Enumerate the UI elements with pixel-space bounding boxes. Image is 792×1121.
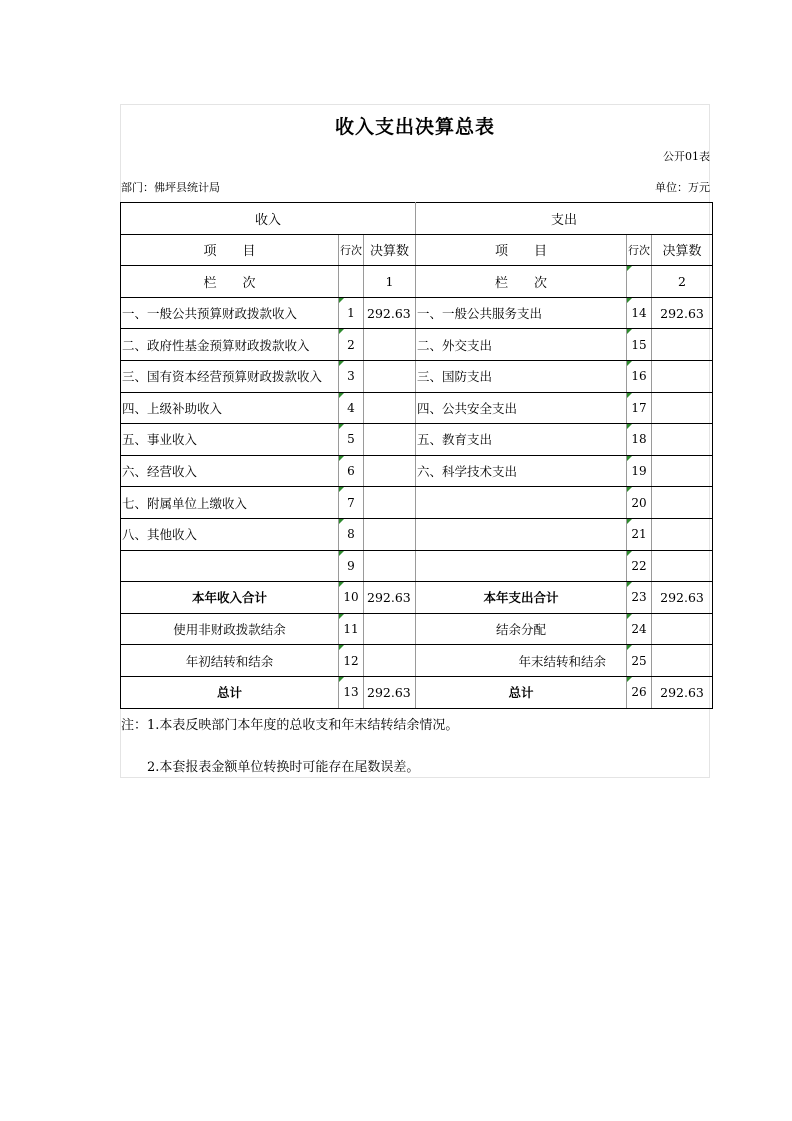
income-line: 4 <box>339 392 364 424</box>
year-income-total-amount: 292.63 <box>364 582 416 614</box>
expense-item: 四、公共安全支出 <box>416 392 627 424</box>
expense-item <box>416 487 627 519</box>
grand-income-label: 总计 <box>121 676 339 708</box>
income-item: 六、经营收入 <box>121 455 339 487</box>
expense-item: 二、外交支出 <box>416 329 627 361</box>
income-amount <box>364 518 416 550</box>
nonfiscal-line: 11 <box>339 613 364 645</box>
distribution-label: 结余分配 <box>416 613 627 645</box>
table-row <box>121 550 713 582</box>
expense-line: 18 <box>627 424 652 456</box>
expense-item-header: 项 目 <box>416 234 627 266</box>
expense-line: 14 <box>627 297 652 329</box>
grand-expense-label: 总计 <box>416 676 627 708</box>
income-item: 三、国有资本经营预算财政拨款收入 <box>121 360 339 392</box>
income-amount <box>364 455 416 487</box>
expense-item: 一、一般公共服务支出 <box>416 297 627 329</box>
income-item-header: 项 目 <box>121 234 339 266</box>
end-balance-label: 年末结转和结余 <box>416 645 627 677</box>
year-expense-total-amount: 292.63 <box>652 582 713 614</box>
table-row <box>121 424 713 456</box>
end-balance-line: 25 <box>627 645 652 677</box>
form-number: 公开01表 <box>663 150 710 163</box>
income-column-number: 1 <box>364 266 416 298</box>
department-label: 部门：佛坪县统计局 <box>121 181 220 194</box>
expense-line: 17 <box>627 392 652 424</box>
report-title: 收入支出决算总表 <box>334 116 495 138</box>
expense-item: 五、教育支出 <box>416 424 627 456</box>
table-row <box>121 487 713 519</box>
year-expense-total-label: 本年支出合计 <box>416 582 627 614</box>
expense-amount: 292.63 <box>652 297 713 329</box>
table-row <box>121 297 713 329</box>
table-row <box>121 518 713 550</box>
expense-line-header: 行次 <box>627 234 652 266</box>
expense-column-label: 栏 次 <box>416 266 627 298</box>
expense-amount-header: 决算数 <box>652 234 713 266</box>
expense-column-number: 2 <box>652 266 713 298</box>
expense-amount <box>652 487 713 519</box>
expense-line: 16 <box>627 360 652 392</box>
begin-balance-amount <box>364 645 416 677</box>
grand-expense-amount: 292.63 <box>652 676 713 708</box>
year-income-total-line: 10 <box>339 582 364 614</box>
income-line: 6 <box>339 455 364 487</box>
expense-amount <box>652 424 713 456</box>
expense-line-blank <box>627 266 652 298</box>
table-row <box>121 360 713 392</box>
grand-expense-line: 26 <box>627 676 652 708</box>
income-line: 3 <box>339 360 364 392</box>
carryover-row <box>121 645 713 677</box>
expense-line: 22 <box>627 550 652 582</box>
income-line: 9 <box>339 550 364 582</box>
income-item: 八、其他收入 <box>121 518 339 550</box>
income-header: 收入 <box>121 203 416 235</box>
income-amount: 292.63 <box>364 297 416 329</box>
income-line-header: 行次 <box>339 234 364 266</box>
begin-balance-line: 12 <box>339 645 364 677</box>
income-item: 四、上级补助收入 <box>121 392 339 424</box>
income-amount-header: 决算数 <box>364 234 416 266</box>
expense-amount <box>652 455 713 487</box>
budget-table <box>120 202 713 709</box>
note-1: 注：1.本表反映部门本年度的总收支和年末结转结余情况。 <box>121 718 459 733</box>
income-line-blank <box>339 266 364 298</box>
expense-amount <box>652 550 713 582</box>
distribution-line: 24 <box>627 613 652 645</box>
expense-line: 15 <box>627 329 652 361</box>
year-expense-total-line: 23 <box>627 582 652 614</box>
begin-balance-label: 年初结转和结余 <box>121 645 339 677</box>
unit-label: 单位：万元 <box>655 181 710 194</box>
expense-item <box>416 550 627 582</box>
grand-income-amount: 292.63 <box>364 676 416 708</box>
end-balance-amount <box>652 645 713 677</box>
income-amount <box>364 424 416 456</box>
nonfiscal-amount <box>364 613 416 645</box>
expense-amount <box>652 392 713 424</box>
expense-amount <box>652 360 713 392</box>
table-row <box>121 392 713 424</box>
income-item: 七、附属单位上缴收入 <box>121 487 339 519</box>
income-line: 2 <box>339 329 364 361</box>
distribution-amount <box>652 613 713 645</box>
expense-line: 21 <box>627 518 652 550</box>
income-line: 1 <box>339 297 364 329</box>
expense-line: 19 <box>627 455 652 487</box>
expense-header: 支出 <box>416 203 713 235</box>
income-amount <box>364 329 416 361</box>
expense-item <box>416 518 627 550</box>
income-item: 二、政府性基金预算财政拨款收入 <box>121 329 339 361</box>
income-amount <box>364 392 416 424</box>
income-item <box>121 550 339 582</box>
year-income-total-label: 本年收入合计 <box>121 582 339 614</box>
nonfiscal-label: 使用非财政拨款结余 <box>121 613 339 645</box>
section-header-row <box>121 203 713 235</box>
income-item: 五、事业收入 <box>121 424 339 456</box>
nonfiscal-row <box>121 613 713 645</box>
column-header-row <box>121 234 713 266</box>
income-item: 一、一般公共预算财政拨款收入 <box>121 297 339 329</box>
expense-item: 三、国防支出 <box>416 360 627 392</box>
income-amount <box>364 360 416 392</box>
income-amount <box>364 550 416 582</box>
income-line: 5 <box>339 424 364 456</box>
expense-amount <box>652 518 713 550</box>
income-line: 7 <box>339 487 364 519</box>
income-column-label: 栏 次 <box>121 266 339 298</box>
column-index-row <box>121 266 713 298</box>
expense-item: 六、科学技术支出 <box>416 455 627 487</box>
note-2: 2.本套报表金额单位转换时可能存在尾数误差。 <box>121 760 420 775</box>
year-total-row <box>121 582 713 614</box>
grand-income-line: 13 <box>339 676 364 708</box>
table-row <box>121 455 713 487</box>
income-line: 8 <box>339 518 364 550</box>
expense-amount <box>652 329 713 361</box>
grand-total-row <box>121 676 713 708</box>
table-row <box>121 329 713 361</box>
income-amount <box>364 487 416 519</box>
expense-line: 20 <box>627 487 652 519</box>
